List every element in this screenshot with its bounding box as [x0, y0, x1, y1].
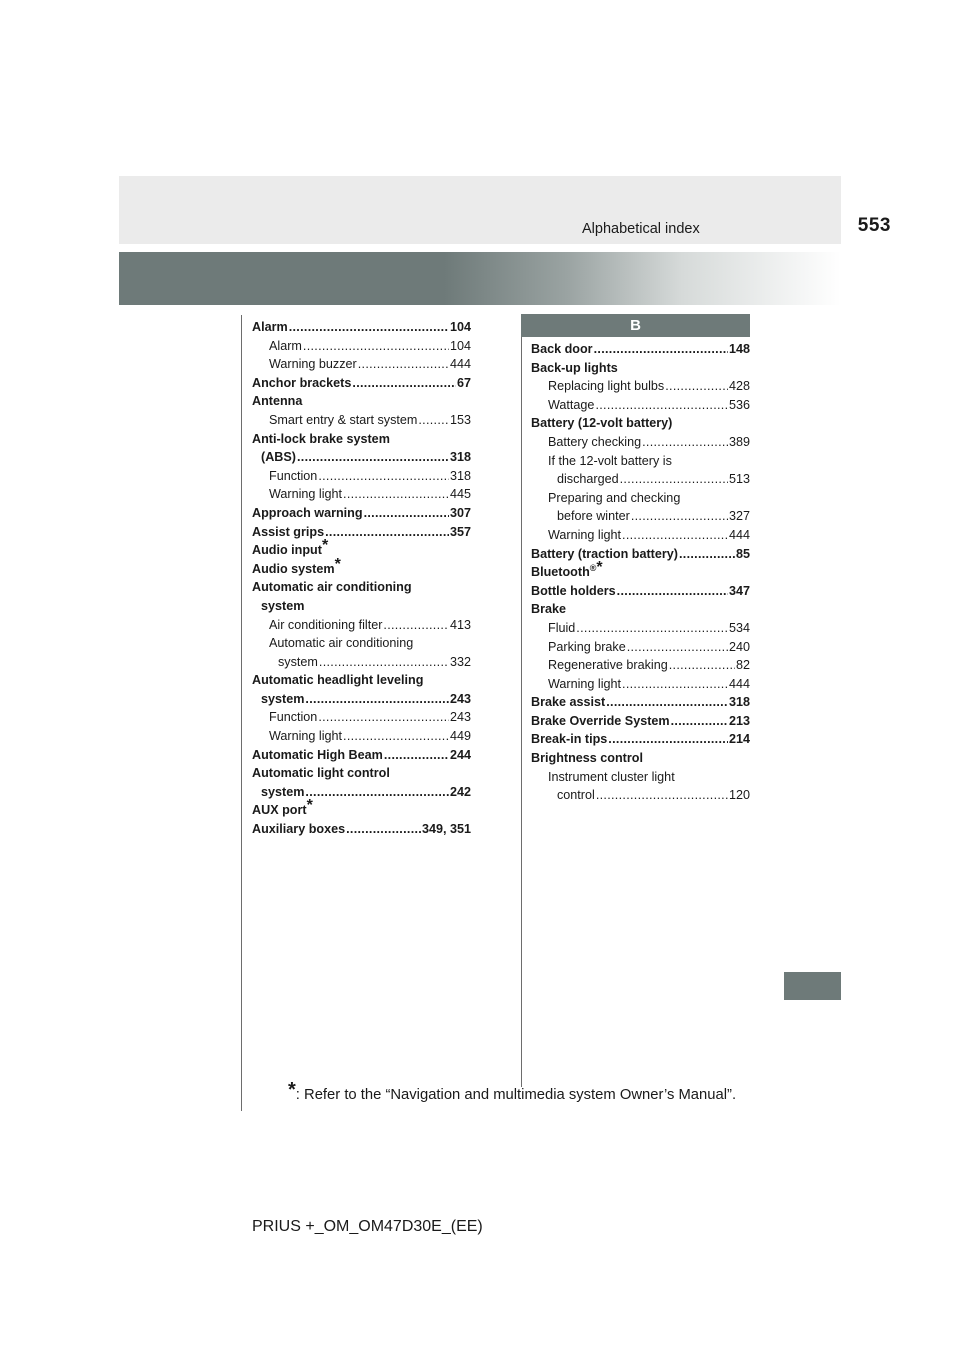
- entry-term: Wattage: [548, 397, 595, 412]
- index-entry: [531, 712, 750, 731]
- footnote: [288, 1079, 737, 1103]
- dot-leader: [358, 355, 449, 374]
- dot-leader: [627, 638, 728, 657]
- entry-term: Automatic light control: [252, 766, 390, 781]
- entry-page: 536: [728, 397, 750, 412]
- index-entry: [531, 619, 750, 638]
- entry-term: Brightness control: [531, 751, 643, 766]
- index-entry: [531, 359, 750, 378]
- index-entry: [531, 452, 750, 471]
- entry-term: control: [557, 788, 595, 803]
- dot-leader: [622, 675, 728, 694]
- index-entry: [252, 578, 471, 597]
- dot-leader: [325, 523, 449, 542]
- index-entry: [531, 730, 750, 749]
- section-title: Alphabetical index: [582, 221, 700, 237]
- left-margin-rule: [241, 315, 242, 1111]
- entry-term: discharged: [557, 472, 619, 487]
- entry-page: 389: [728, 434, 750, 449]
- entry-page: 104: [449, 320, 471, 334]
- index-entry: [531, 582, 750, 601]
- index-entry: [252, 727, 471, 746]
- dot-leader: [606, 693, 728, 712]
- index-entry: [252, 671, 471, 690]
- entry-page: 444: [728, 527, 750, 542]
- index-entry: [531, 470, 750, 489]
- index-entry: [252, 764, 471, 783]
- index-entry: [252, 690, 471, 709]
- entry-page: 148: [728, 342, 750, 356]
- entry-page: 318: [449, 450, 471, 465]
- index-entry: [252, 523, 471, 542]
- entry-term: Alarm: [252, 320, 288, 334]
- entry-page: 242: [449, 784, 471, 799]
- index-entry: [252, 820, 471, 839]
- index-entry: [531, 693, 750, 712]
- dot-leader: [305, 690, 449, 709]
- entry-page: 444: [449, 357, 471, 372]
- dot-leader: [303, 337, 449, 356]
- header-gradient-bar: [119, 252, 841, 305]
- entry-page: 318: [728, 695, 750, 710]
- entry-page: 243: [449, 710, 471, 725]
- dot-leader: [297, 448, 449, 467]
- entry-term: Brake Override System: [531, 713, 670, 728]
- index-entry: [531, 526, 750, 545]
- entry-term: Preparing and checking: [548, 490, 681, 505]
- dot-leader: [346, 820, 421, 839]
- index-entry: [531, 559, 750, 582]
- index-entry: [252, 746, 471, 765]
- entry-page: 318: [449, 468, 471, 483]
- entry-term: Warning light: [269, 729, 343, 744]
- dot-leader: [318, 467, 449, 486]
- index-entry: [531, 340, 750, 359]
- entry-page: 213: [728, 713, 750, 728]
- entry-term: Function: [269, 468, 318, 483]
- index-entry: [252, 448, 471, 467]
- entry-term: Back door: [531, 342, 593, 356]
- entry-page: 214: [728, 732, 750, 747]
- footnote-star-marker: *: [596, 559, 603, 577]
- entry-page: 445: [449, 487, 471, 502]
- dot-leader: [576, 619, 728, 638]
- index-column-right: [531, 340, 750, 805]
- dot-leader: [665, 377, 728, 396]
- entry-page: 153: [449, 412, 471, 427]
- entry-term: Approach warning: [252, 505, 363, 520]
- column-divider-rule: [521, 314, 522, 1087]
- entry-page: 104: [449, 338, 471, 353]
- index-entry: [531, 433, 750, 452]
- entry-page: 349, 351: [421, 822, 471, 837]
- index-entry: [531, 749, 750, 768]
- dot-leader: [642, 433, 728, 452]
- entry-term: Audio input: [252, 543, 322, 558]
- index-entry: [252, 783, 471, 802]
- entry-page: 82: [735, 658, 750, 673]
- dot-leader: [383, 616, 449, 635]
- entry-page: 413: [449, 617, 471, 632]
- header-band: [119, 176, 841, 244]
- entry-term: system: [261, 784, 305, 799]
- index-entry: [252, 504, 471, 523]
- dot-leader: [289, 318, 449, 337]
- entry-term: Anti-lock brake system: [252, 431, 390, 446]
- index-entry: [252, 797, 471, 820]
- entry-term: Fluid: [548, 620, 576, 635]
- index-entry: [531, 786, 750, 805]
- entry-page: 428: [728, 379, 750, 394]
- entry-term: Air conditioning filter: [269, 617, 383, 632]
- index-entry: [252, 537, 471, 560]
- index-entry: [252, 318, 471, 337]
- entry-page: 347: [728, 583, 750, 598]
- dot-leader: [620, 470, 728, 489]
- index-entry: [252, 392, 471, 411]
- index-entry: [252, 653, 471, 672]
- entry-term: Replacing light bulbs: [548, 379, 665, 394]
- footnote-star-marker: *: [334, 555, 341, 573]
- entry-term: Warning light: [269, 487, 343, 502]
- index-entry: [531, 396, 750, 415]
- index-entry: [531, 656, 750, 675]
- entry-term: Regenerative braking: [548, 658, 668, 673]
- dot-leader: [608, 730, 728, 749]
- entry-term: Battery checking: [548, 434, 642, 449]
- entry-term: before winter: [557, 509, 630, 524]
- dot-leader: [319, 653, 449, 672]
- entry-page: 307: [449, 505, 471, 520]
- index-entry: [252, 355, 471, 374]
- dot-leader: [679, 545, 735, 564]
- entry-term: Audio system: [252, 561, 335, 576]
- entry-term: Break-in tips: [531, 732, 608, 747]
- entry-page: 357: [449, 524, 471, 539]
- footnote-star-marker: *: [321, 537, 329, 555]
- page-number: 553: [857, 215, 891, 236]
- entry-term: Parking brake: [548, 639, 626, 654]
- index-entry: [252, 485, 471, 504]
- entry-term: If the 12-volt battery is: [548, 453, 672, 468]
- entry-page: 243: [449, 691, 471, 706]
- index-entry: [252, 374, 471, 393]
- model-code: PRIUS +_OM_OM47D30E_(EE): [252, 1218, 483, 1235]
- dot-leader: [343, 485, 449, 504]
- entry-term: Automatic High Beam: [252, 747, 383, 762]
- index-entry: [531, 545, 750, 564]
- entry-page: 449: [449, 729, 471, 744]
- entry-page: 244: [449, 747, 471, 762]
- entry-term: Warning light: [548, 676, 622, 691]
- dot-leader: [671, 712, 728, 731]
- index-entry: [531, 377, 750, 396]
- dot-leader: [364, 504, 449, 523]
- index-entry: [531, 600, 750, 619]
- index-column-left: [252, 318, 471, 839]
- dot-leader: [594, 340, 728, 359]
- dot-leader: [352, 374, 456, 393]
- entry-term: Bluetooth: [531, 565, 590, 580]
- index-entry: [531, 638, 750, 657]
- entry-term: Back-up lights: [531, 360, 618, 375]
- entry-page: 444: [728, 676, 750, 691]
- registered-mark: ®: [589, 563, 597, 574]
- dot-leader: [596, 786, 728, 805]
- entry-term: Automatic headlight leveling: [252, 673, 424, 688]
- dot-leader: [622, 526, 728, 545]
- footnote-text: : Refer to the “Navigation and multimedia system Owner’s Manual”.: [295, 1087, 737, 1103]
- dot-leader: [617, 582, 728, 601]
- entry-term: Bottle holders: [531, 583, 616, 598]
- entry-term: Automatic air conditioning: [269, 636, 414, 651]
- entry-page: 332: [449, 654, 471, 669]
- entry-term: Battery (traction battery): [531, 546, 678, 561]
- index-entry: [531, 507, 750, 526]
- index-entry: [252, 708, 471, 727]
- dot-leader: [631, 507, 728, 526]
- index-entry: [252, 555, 471, 579]
- entry-page: 327: [728, 509, 750, 524]
- entry-term: AUX port: [252, 803, 307, 818]
- index-entry: [531, 768, 750, 787]
- entry-term: Assist grips: [252, 524, 325, 539]
- dot-leader: [595, 396, 728, 415]
- entry-term: Brake: [531, 602, 567, 617]
- index-entry: [531, 489, 750, 508]
- entry-term: Warning buzzer: [269, 357, 357, 372]
- dot-leader: [669, 656, 735, 675]
- index-entry: [252, 467, 471, 486]
- entry-page: 85: [735, 546, 750, 561]
- dot-leader: [305, 783, 449, 802]
- entry-term: Automatic air conditioning: [252, 580, 412, 595]
- entry-term: Anchor brackets: [252, 375, 352, 390]
- entry-page: 513: [728, 472, 750, 487]
- dot-leader: [318, 708, 449, 727]
- dot-leader: [384, 746, 449, 765]
- footnote-marker: *: [288, 1079, 296, 1101]
- entry-term: Alarm: [269, 338, 302, 353]
- entry-term: Antenna: [252, 394, 303, 409]
- entry-term: Function: [269, 710, 318, 725]
- footnote-star-marker: *: [306, 797, 313, 815]
- index-entry: [252, 337, 471, 356]
- index-entry: [252, 411, 471, 430]
- dot-leader: [343, 727, 449, 746]
- section-letter-tab: B: [521, 314, 750, 337]
- index-entry: [252, 597, 471, 616]
- entry-term: Brake assist: [531, 695, 606, 710]
- entry-term: Instrument cluster light: [548, 769, 675, 784]
- index-entry: [252, 430, 471, 449]
- entry-page: 120: [728, 788, 750, 803]
- entry-term: Smart entry & start system: [269, 412, 418, 427]
- entry-term: Battery (12-volt battery): [531, 416, 673, 431]
- entry-page: 240: [728, 639, 750, 654]
- entry-term: system: [278, 654, 318, 669]
- index-entry: [252, 634, 471, 653]
- entry-term: system: [261, 598, 305, 613]
- chapter-side-tab: [784, 972, 841, 1000]
- entry-term: Warning light: [548, 527, 622, 542]
- entry-term: Auxiliary boxes: [252, 822, 346, 837]
- entry-page: 534: [728, 620, 750, 635]
- dot-leader: [418, 411, 449, 430]
- entry-term: system: [261, 691, 305, 706]
- index-entry: [252, 616, 471, 635]
- entry-page: 67: [456, 375, 471, 390]
- entry-term: (ABS): [261, 450, 296, 465]
- index-entry: [531, 675, 750, 694]
- index-entry: [531, 414, 750, 433]
